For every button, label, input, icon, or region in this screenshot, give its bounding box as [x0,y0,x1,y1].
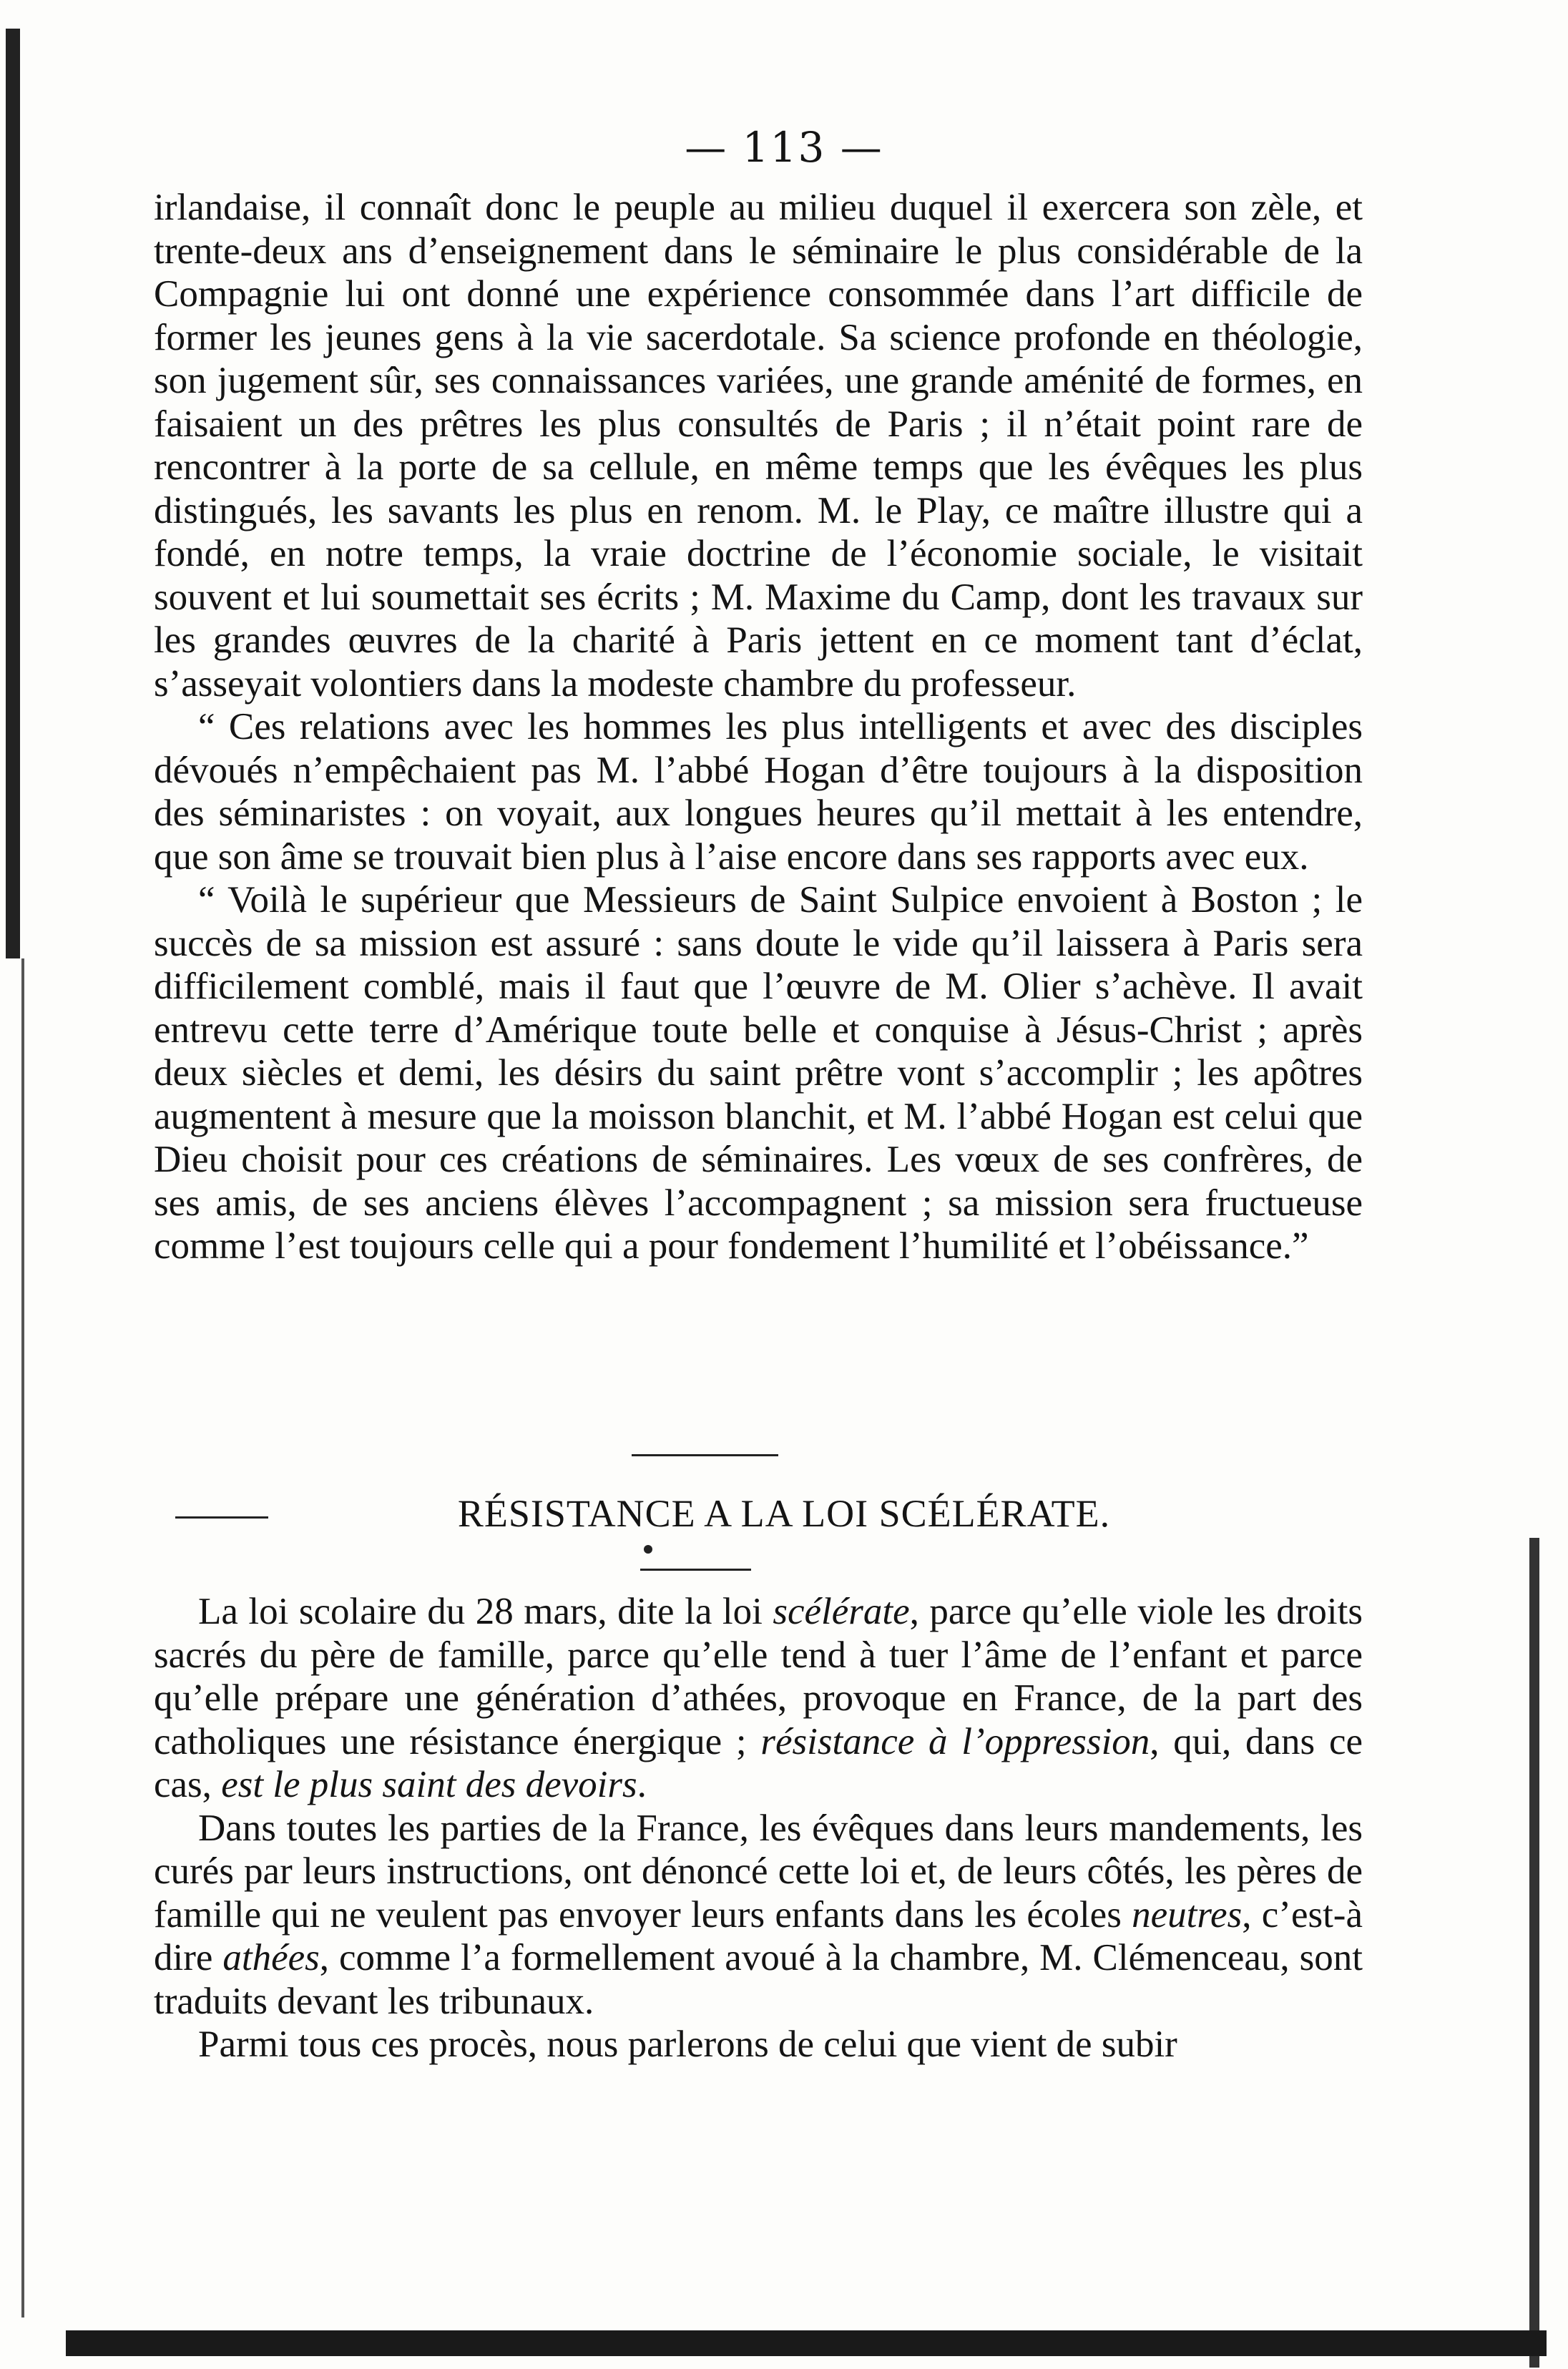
bottom-page-rule [66,2330,1547,2356]
paragraph: Parmi tous ces procès, nous parlerons de celui que vient de subir [198,2024,1177,2065]
emphasis: neutres [1132,1893,1243,1936]
section-heading: RÉSISTANCE A LA LOI SCÉLÉRATE. [457,1492,1111,1535]
main-text-top [154,186,1363,1268]
paragraph: irlandaise, il connaît donc le peuple au milieu duquel il exercera son zèle, et trente-deux ans d’enseignement dans le séminaire le plus considérable de la Compagnie lui ont donné une expérience consommée dans l’art difficile de former les jeunes gens à la vie sacerdotale. Sa science profonde en théologie, son jugement sûr, ses connaissances variées, une grande aménité de formes, en faisaient un des prêtres les plus consultés de Paris ; il n’était point rare de rencontrer à la porte de sa cellule, en même temps que les évêques les plus distingués, les savants les plus en renom. M. le Play, ce maître illustre qui a fondé, en notre temps, la vraie doctrine de l’économie sociale, le visitait souvent et lui soumettait ses écrits ; M. Maxime du Camp, dont les travaux sur les grandes œuvres de la charité à Paris jettent en ce moment tant d’éclat, s’asseyait volontiers dans la modeste chambre du professeur. [154,187,1363,705]
emphasis: résistance à l’oppression [760,1720,1150,1762]
paragraph: Dans toutes les parties de la France, les évêques dans leurs mandements, les curés par leurs instructions, ont dénoncé cette loi et, de leurs côtés, les pères de famille qui ne veulent pas envoyer leurs enfants dans les écoles neutres, c’est-à dire athées, comme l’a formellement avoué à la chambre, M. Clémenceau, sont traduits devant les tribunaux. [154,1807,1363,2022]
paragraph: “ Voilà le supérieur que Messieurs de Saint Sulpice envoient à Boston ; le succès de sa mission est assuré : sans doute le vide qu’il laissera à Paris sera difficilement comblé, mais il faut que l’œuvre de M. Olier s’achève. Il avait entrevu cette terre d’Amérique toute belle et conquise à Jésus-Christ ; après deux siècles et demi, les désirs du saint prêtre vont s’accomplir ; les apôtres augmentent à mesure que la moisson blanchit, et M. l’abbé Hogan est celui que Dieu choisit pour ces créations de séminaires. Les vœux de ses confrères, de ses amis, de ses anciens élèves l’accompagnent ; sa mission sera fructueuse comme l’est toujours celle qui a pour fondement l’humilité et l’obéissance.” [154,879,1363,1267]
main-text-bottom [154,1590,1363,2066]
emphasis: est le plus saint des devoirs [221,1764,637,1805]
binding-edge-left-thin [21,958,24,2318]
paragraph: “ Ces relations avec les hommes les plus intelligents et avec des disciples dévoués n’empêchaient pas M. l’abbé Hogan d’être toujours à la disposition des séminaristes : on voyait, aux longues heures qu’il mettait à les entendre, que son âme se trouvait bien plus à l’aise encore dans ses rapports avec eux. [154,706,1363,878]
emphasis: athées [222,1937,320,1978]
emphasis: scélérate [773,1591,910,1632]
section-separator-rule [632,1454,778,1456]
heading-underline-rule [640,1569,751,1571]
binding-edge-right [1529,1538,1539,2368]
paragraph: La loi scolaire du 28 mars, dite la loi scélérate, parce qu’elle viole les droits sacrés du père de famille, parce qu’elle tend à tuer l’âme de l’enfant et parce qu’elle prépare une génération d’athées, provoque en France, de la part des catholiques une résistance énergique ; résistance à l’oppression, qui, dans ce cas, est le plus saint des devoirs. [154,1591,1363,1805]
heading-dot [644,1545,652,1554]
page-number: — 113 — [685,123,883,172]
